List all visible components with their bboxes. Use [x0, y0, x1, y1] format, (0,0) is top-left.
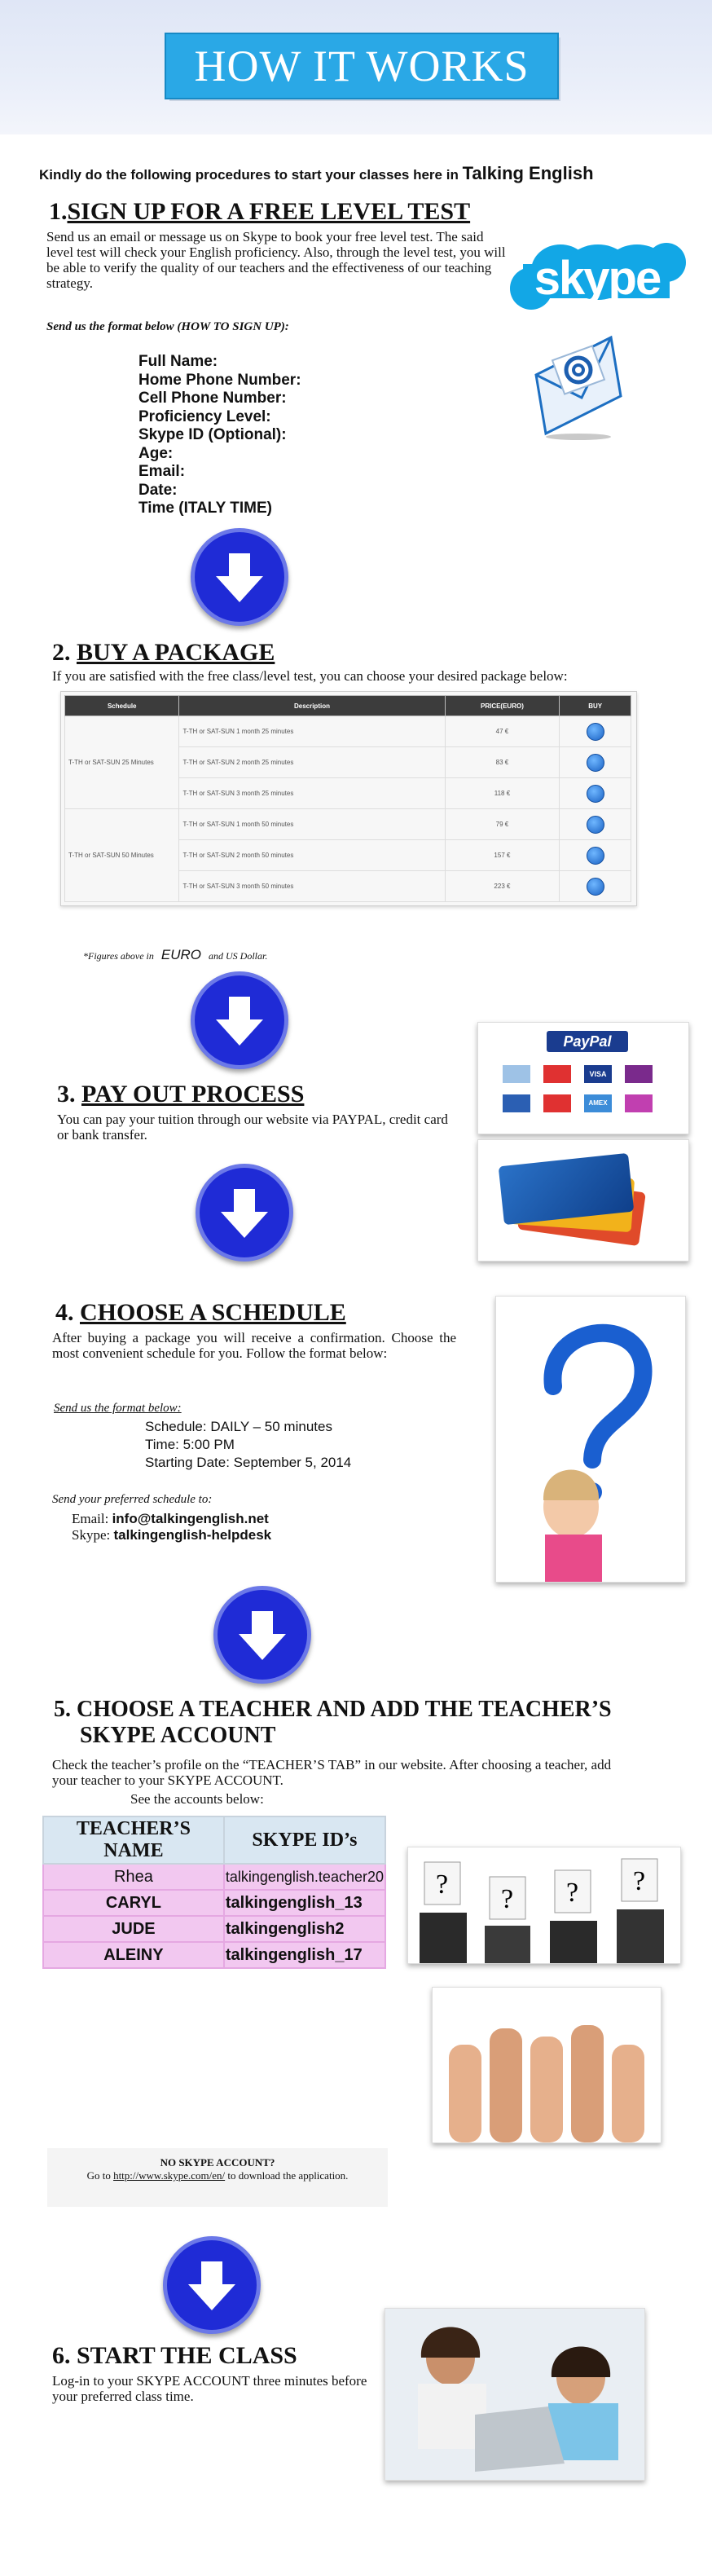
teacher-skype-id: talkingenglish.teacher20 — [224, 1864, 385, 1890]
teacher-name-header: TEACHER’S NAME — [43, 1816, 224, 1864]
field-skype-id: Skype ID (Optional): — [138, 426, 287, 443]
schedule-group-50: T-TH or SAT-SUN 50 Minutes — [65, 809, 179, 902]
step2-title: BUY A PACKAGE — [77, 639, 275, 666]
step5-number: 5. — [54, 1697, 71, 1722]
mastercard-icon — [543, 1065, 571, 1083]
svg-text:?: ? — [566, 1878, 579, 1908]
step6-title: START THE CLASS — [77, 2342, 297, 2369]
figures-note-b: and US Dollar. — [209, 950, 268, 962]
down-arrow-icon — [191, 971, 288, 1069]
table-row — [43, 1942, 385, 1968]
field-email: Email: — [138, 463, 186, 480]
down-arrow-icon — [191, 528, 288, 626]
buy-cell — [560, 778, 631, 809]
row-desc: T-TH or SAT-SUN 2 month 25 minutes — [179, 747, 445, 778]
contact-skype-line — [72, 1527, 271, 1543]
row-desc: T-TH or SAT-SUN 3 month 25 minutes — [179, 778, 445, 809]
intro-sentence: Kindly do the following procedures to start your classes here in — [39, 167, 459, 183]
schedule-format — [145, 1418, 351, 1472]
contact-email[interactable]: info@talkingenglish.net — [112, 1511, 269, 1526]
schedule-group-25: T-TH or SAT-SUN 25 Minutes — [65, 716, 179, 809]
buy-cell — [560, 871, 631, 902]
email-envelope-icon — [533, 334, 624, 440]
row-price: 83 € — [445, 747, 560, 778]
paypal-logo: PayPal — [547, 1031, 628, 1052]
start-line: Starting Date: September 5, 2014 — [145, 1455, 352, 1470]
buy-button[interactable] — [587, 878, 604, 896]
card-icon — [503, 1065, 530, 1083]
table-row — [43, 1916, 385, 1942]
no-skype-box — [47, 2148, 388, 2207]
step1-body: Send us an email or message us on Skype to book your free level test. The said level test will check your English proficiency. Also, through the level test, you will be able to verify the quality of our teachers and the effectiveness of our teaching strategy. — [46, 229, 506, 291]
step2-body: If you are satisfied with the free class/level test, you can choose your desired package below: — [52, 668, 568, 684]
teacher-name: ALEINY — [43, 1942, 224, 1968]
teacher-skype-id: talkingenglish_17 — [224, 1942, 385, 1968]
step4-body: After buying a package you will receive a confirmation. Choose the most convenient schedule for you. Follow the format below: — [52, 1330, 456, 1361]
field-full-name: Full Name: — [138, 353, 218, 370]
step2-heading — [52, 639, 275, 667]
buy-button[interactable] — [587, 723, 604, 741]
down-arrow-icon — [196, 1164, 293, 1262]
step5-title-1: CHOOSE A TEACHER AND ADD THE TEACHER’S — [77, 1697, 612, 1722]
row-price: 118 € — [445, 778, 560, 809]
step2-number: 2. — [52, 639, 71, 666]
teacher-skype-id: talkingenglish_13 — [224, 1890, 385, 1916]
row-desc: T-TH or SAT-SUN 1 month 25 minutes — [179, 716, 445, 747]
down-arrow-icon — [163, 2236, 261, 2334]
row-price: 223 € — [445, 871, 560, 902]
step5-heading-line1 — [54, 1697, 612, 1723]
step4-format-note: Send us the format below: — [54, 1402, 182, 1415]
step3-heading — [57, 1081, 304, 1108]
accounts-table — [42, 1816, 386, 1969]
package-table-frame — [60, 691, 637, 906]
thumbs-up-image — [432, 1987, 661, 2143]
field-home-phone: Home Phone Number: — [138, 371, 301, 389]
step6-heading — [52, 2342, 297, 2370]
card-icon — [543, 1094, 571, 1112]
step6-number: 6. — [52, 2342, 71, 2369]
table-row — [43, 1864, 385, 1890]
no-skype-title: NO SKYPE ACCOUNT? — [160, 2156, 275, 2169]
skype-logo: skype — [507, 240, 688, 315]
svg-text:?: ? — [633, 1866, 646, 1896]
step6-body: Log-in to your SKYPE ACCOUNT three minutes before your preferred class time. — [52, 2373, 367, 2404]
send-note: Send your preferred schedule to: — [52, 1493, 213, 1506]
step1-format-note: Send us the format below (HOW TO SIGN UP): — [46, 320, 289, 333]
card-icon — [503, 1094, 530, 1112]
see-below: See the accounts below: — [130, 1791, 264, 1807]
field-cell-phone: Cell Phone Number: — [138, 390, 287, 407]
skype-id-header: SKYPE ID’s — [224, 1816, 385, 1864]
page-title: HOW IT WORKS — [165, 33, 559, 99]
card-icon — [625, 1065, 653, 1083]
schedule-line: Schedule: DAILY – 50 minutes — [145, 1419, 332, 1434]
step5-body: Check the teacher’s profile on the “TEACHER’S TAB” in our website. After choosing a teacher, add your teacher to your SKYPE ACCOUNT. — [52, 1757, 612, 1788]
buy-cell — [560, 809, 631, 840]
teacher-name: CARYL — [43, 1890, 224, 1916]
step5-title-2: SKYPE ACCOUNT — [80, 1723, 276, 1748]
skype-label: Skype: — [72, 1527, 111, 1543]
svg-text:?: ? — [436, 1869, 449, 1900]
col-buy: BUY — [560, 696, 631, 716]
buy-button[interactable] — [587, 816, 604, 834]
buy-cell — [560, 747, 631, 778]
table-row — [65, 809, 631, 840]
signup-fields — [138, 353, 301, 518]
teacher-name: JUDE — [43, 1916, 224, 1942]
no-skype-text — [47, 2169, 388, 2182]
step3-number: 3. — [57, 1081, 76, 1107]
col-schedule: Schedule — [65, 696, 179, 716]
contact-skype[interactable]: talkingenglish-helpdesk — [113, 1527, 272, 1543]
field-proficiency: Proficiency Level: — [138, 407, 271, 425]
figures-note — [83, 947, 267, 963]
row-price: 157 € — [445, 840, 560, 871]
col-price: PRICE(EURO) — [445, 696, 560, 716]
question-girl-image — [495, 1296, 686, 1583]
row-desc: T-TH or SAT-SUN 3 month 50 minutes — [179, 871, 445, 902]
step5-heading — [54, 1697, 612, 1749]
row-desc: T-TH or SAT-SUN 1 month 50 minutes — [179, 809, 445, 840]
buy-button[interactable] — [587, 847, 604, 865]
laptop-class-image — [385, 2308, 645, 2481]
row-price: 79 € — [445, 809, 560, 840]
down-arrow-icon — [213, 1586, 311, 1684]
table-row — [43, 1890, 385, 1916]
teacher-skype-id: talkingenglish2 — [224, 1916, 385, 1942]
skype-download-link[interactable]: http://www.skype.com/en/ — [113, 2169, 226, 2182]
contact-lines — [72, 1511, 271, 1543]
brand-name: Talking English — [462, 163, 594, 183]
no-skype-pre: Go to — [86, 2169, 111, 2182]
package-table — [64, 695, 631, 902]
buy-button[interactable] — [587, 754, 604, 772]
step1-number: 1. — [49, 198, 68, 225]
buy-button[interactable] — [587, 785, 604, 803]
no-skype-post: to download the application. — [227, 2169, 349, 2182]
email-label: Email: — [72, 1511, 109, 1526]
figures-euro: EURO — [160, 947, 201, 962]
step3-title: PAY OUT PROCESS — [81, 1081, 305, 1107]
field-age: Age: — [138, 444, 174, 462]
intro-text — [39, 163, 594, 184]
buy-cell — [560, 840, 631, 871]
row-price: 47 € — [445, 716, 560, 747]
teacher-name: Rhea — [43, 1864, 224, 1890]
row-desc: T-TH or SAT-SUN 2 month 50 minutes — [179, 840, 445, 871]
amex-icon: AMEX — [584, 1094, 612, 1112]
step1-heading — [49, 198, 470, 226]
step4-title: CHOOSE A SCHEDULE — [80, 1299, 346, 1326]
card-icon — [625, 1094, 653, 1112]
step4-number: 4. — [55, 1299, 74, 1326]
field-date: Date: — [138, 481, 178, 499]
step3-body: You can pay your tuition through our website via PAYPAL, credit card or bank transfer. — [57, 1112, 448, 1143]
field-time: Time (ITALY TIME) — [138, 500, 272, 517]
credit-cards-image — [477, 1139, 689, 1262]
question-mark-icon — [496, 1297, 685, 1582]
svg-text:?: ? — [501, 1884, 514, 1914]
visa-icon: VISA — [584, 1065, 612, 1083]
contact-email-line — [72, 1511, 271, 1527]
step4-heading — [55, 1299, 346, 1327]
paypal-cards-image — [477, 1022, 689, 1134]
teachers-question-image — [407, 1847, 681, 1964]
table-row — [65, 716, 631, 747]
time-line: Time: 5:00 PM — [145, 1437, 235, 1452]
step1-title: SIGN UP FOR A FREE LEVEL TEST — [67, 198, 471, 225]
col-description: Description — [179, 696, 445, 716]
figures-note-a: *Figures above in — [83, 950, 154, 962]
buy-cell — [560, 716, 631, 747]
